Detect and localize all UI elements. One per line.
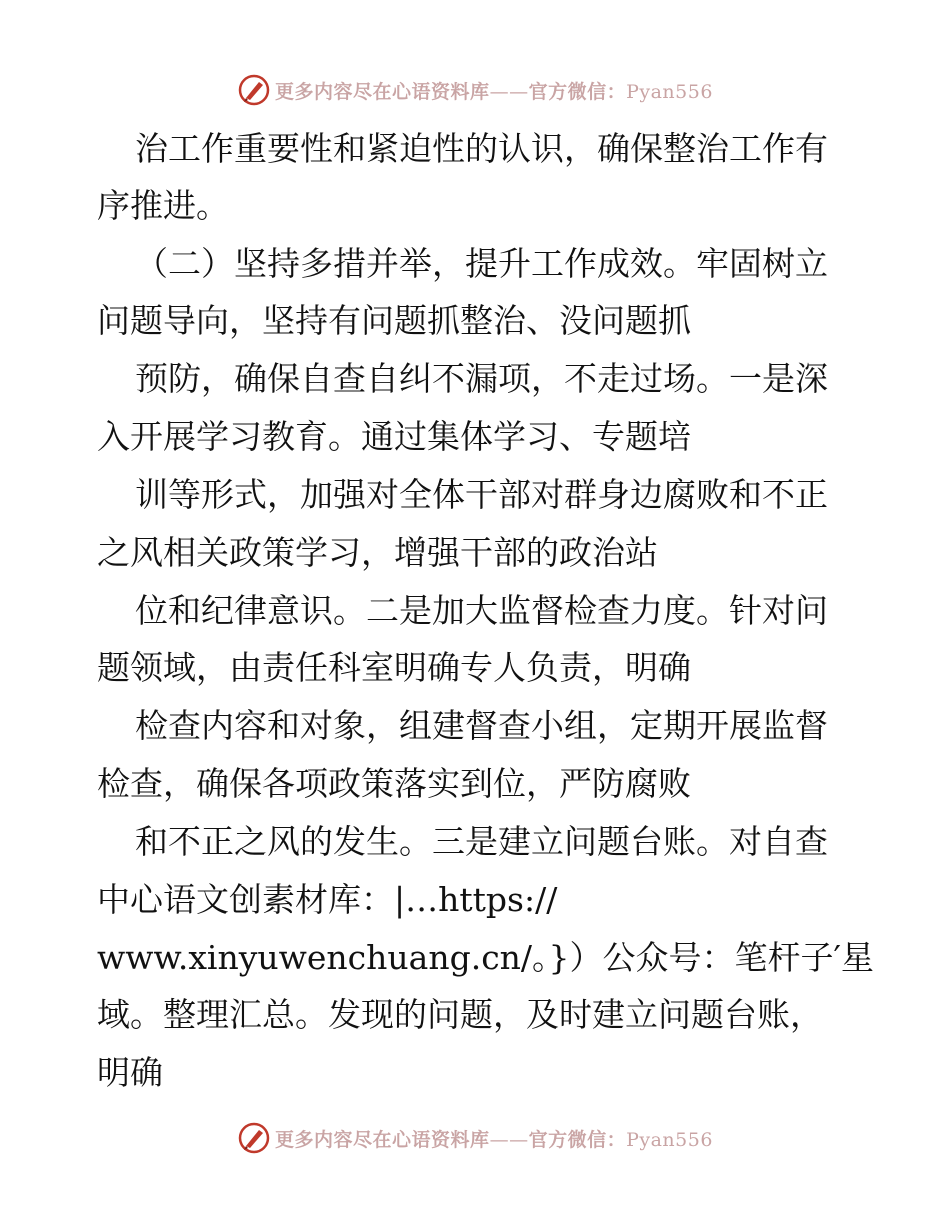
official-label: 官方微信： [528, 1128, 627, 1151]
body-line: 之风相关政策学习，增强干部的政治站 [97, 533, 658, 572]
body-line: 明确 [97, 1053, 163, 1092]
official-label: 官方微信： [528, 80, 627, 103]
body-line: 入开展学习教育。通过集体学习、专题培 [97, 417, 691, 456]
watermark-separator: —— [489, 80, 529, 103]
official-account: Pyan556 [626, 80, 713, 103]
body-line: 域。整理汇总。发现的问题，及时建立问题台账， [97, 995, 823, 1034]
body-line: www.xinyuwenchuang.cn/。}）公众号：笔杆子′星 [97, 938, 875, 977]
footer-watermark [0, 1118, 950, 1158]
body-line: 题领域，由责任科室明确专人负责，明确 [97, 648, 691, 687]
body-line: 检查，确保各项政策落实到位，严防腐败 [97, 764, 691, 803]
watermark-text: 更多内容尽在心语资料库 [275, 80, 490, 103]
body-line: 治工作重要性和紧迫性的认识，确保整治工作有 [135, 129, 828, 168]
body-line: 检查内容和对象，组建督查小组，定期开展监督 [135, 706, 828, 745]
watermark-text: 更多内容尽在心语资料库 [275, 1128, 490, 1151]
body-line: 位和纪律意识。二是加大监督检查力度。针对问 [135, 591, 828, 630]
body-line: 预防，确保自查自纠不漏项，不走过场。一是深 [135, 359, 828, 398]
body-line: 训等形式，加强对全体干部对群身边腐败和不正 [135, 475, 828, 514]
watermark-separator: —— [489, 1128, 529, 1151]
pen-logo-icon [237, 1121, 271, 1155]
body-line: 序推进。 [97, 186, 229, 225]
body-line: 中心语文创素材库：|…https:// [97, 880, 558, 919]
body-line: （二）坚持多措并举，提升工作成效。牢固树立 [135, 244, 828, 283]
body-line: 问题导向，坚持有问题抓整治、没问题抓 [97, 301, 691, 340]
body-line: 和不正之风的发生。三是建立问题台账。对自查 [135, 822, 828, 861]
pen-logo-icon [237, 73, 271, 107]
official-account: Pyan556 [626, 1128, 713, 1151]
header-watermark [0, 70, 950, 110]
